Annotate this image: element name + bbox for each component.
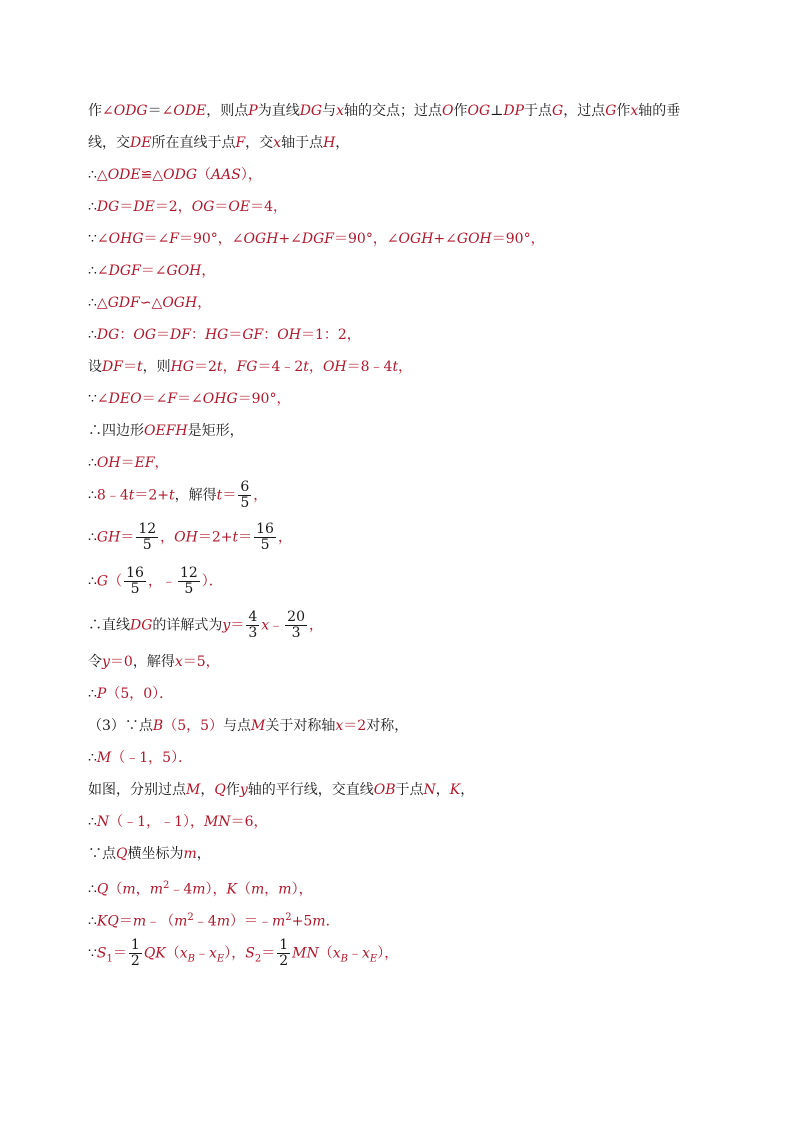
fraction-gx: $\frac{16}{5}$ <box>126 565 144 597</box>
text-line-19: （3）∵点B（5，5）与点M关于对称轴x＝2对称， <box>88 718 409 734</box>
text-line-2: 线，交DE所在直线于点F，交x轴于点H， <box>88 135 350 151</box>
text-line-24: ∴Q（m，$m^2﹣4m$），K（m，m）， <box>88 880 313 898</box>
text-line-14: ∴GH＝ $\frac{12}{5}$ ，OH＝2+t＝ $\frac{16}{5}$ ， <box>88 521 292 553</box>
text-line-18: ∴P（5，0）． <box>88 686 174 702</box>
fraction-t: $\frac{6}{5}$ <box>240 479 250 511</box>
text-line-13: ∴8﹣4t＝2+t，解得t＝ $\frac{6}{5}$ ， <box>88 479 268 511</box>
fraction-s2: $\frac{1}{2}$ <box>279 937 289 969</box>
fraction-gy: $\frac{12}{5}$ <box>179 565 198 597</box>
text-line-25: $\therefore KQ=m﹣(m^2﹣4m)=﹣m^2+5m$． <box>88 912 340 930</box>
text-line-3: ∴△ODE≌△ODG（AAS）， <box>88 167 262 183</box>
text-line-9: 设DF＝t，则HG＝2t，FG＝4﹣2t，OH＝8﹣4t， <box>88 359 413 375</box>
text-line-17: 令y＝0，解得x＝5， <box>88 654 220 670</box>
fraction-oh: $\frac{16}{5}$ <box>256 521 274 553</box>
text-line-20: ∴M（﹣1，5）． <box>88 750 193 766</box>
text-line-6: ∴∠DGF＝∠GOH， <box>88 263 216 279</box>
text-line-21: 如图，分别过点M，Q作y轴的平行线，交直线OB于点N，K， <box>88 782 475 798</box>
text-line-15: ∴G（ $\frac{16}{5}$ ，﹣ $\frac{12}{5}$ ）． <box>88 565 223 597</box>
fraction-intercept: $\frac{20}{3}$ <box>287 609 305 641</box>
text-line-11: ∴四边形OEFH是矩形， <box>88 423 244 439</box>
text-line-8: ∴DG：OG＝DF：HG＝GF：OH＝1：2， <box>88 327 361 343</box>
text-line-26: $\because S_1=$ $\frac{1}{2}$ $QK(x_B﹣x_E)$，$S_2=$ $\frac{1}{2}$ $MN(x_B﹣x_E)$， <box>88 937 399 969</box>
text-line-16: ∴直线DG的详解式为y＝ $\frac{4}{3}$ x﹣ $\frac{20}{3}$ ， <box>88 609 323 641</box>
text-line-22: ∴N（﹣1，﹣1），MN＝6， <box>88 814 268 830</box>
text-line-4: ∴DG＝DE＝2，OG＝OE＝4， <box>88 199 288 215</box>
fraction-slope: $\frac{4}{3}$ <box>248 609 258 641</box>
text-line-1: 作∠ODG＝∠ODE，则点P为直线DG与x轴的交点；过点O作OG⊥DP于点G，过点G作x轴的垂 <box>88 103 681 119</box>
text-line-23: ∵点Q横坐标为m， <box>88 846 211 862</box>
text-line-7: ∴△GDF∽△OGH， <box>88 295 212 311</box>
text-line-5: ∵∠OHG＝∠F＝90°，∠OGH+∠DGF＝90°，∠OGH+∠GOH＝90°， <box>88 231 545 247</box>
fraction-gh: $\frac{12}{5}$ <box>138 521 157 553</box>
text-line-12: ∴OH＝EF， <box>88 455 169 471</box>
text-line-10: ∵∠DEO＝∠F＝∠OHG＝90°， <box>88 391 291 407</box>
fraction-s1: $\frac{1}{2}$ <box>130 937 140 969</box>
